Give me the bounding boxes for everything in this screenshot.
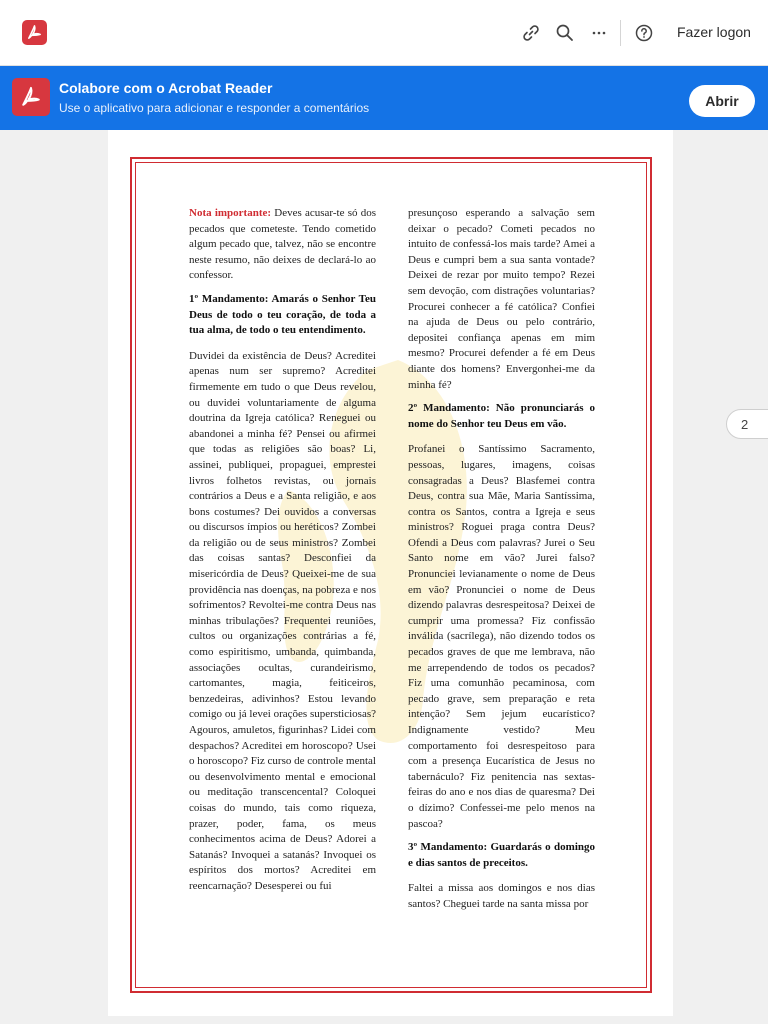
acrobat-promo-banner	[0, 66, 768, 130]
commandment-2-text: Profanei o Santíssimo Sacramento, pessoas, lugares, imagens, coisas consagradas a Deus? Blasfemei contra Deus, contra sua Mãe, Maria Santíssima, contra os Santos, contra a Igreja e seus ministros? Roguei praga contra Deus? Ofendi a Deus com palavras? Jurei o Seu Santo nome em vão? Jurei falso? Pronunciei levianamente o nome de Deus em vão? Pronunciei o nome de Deus dizendo palavras desrespeitosa? Deixei de cumprir uma promessa? Fiz confissão inválida (sacrílega), não dizendo todos os pecados graves de que me lembrava, não me arrependendo de todos os pecados? Fiz uma comunhão pecaminosa, com pecado grave, sem preparação e reta intenção? Sem jejum eucarístico? Indignamente vestido? Meu comportamento foi desrespeitoso para com a presença Eucarística de Jesus no tabernáculo? Fiz penitencia nas sextas-feiras do ano e nos dias de quaresma? Dei o dízimo? Confessei-me pelo menos na pascoa?	[408, 443, 595, 830]
note-label: Nota importante:	[189, 207, 272, 219]
commandment-3-heading: 3º Mandamento: Guardarás o domingo e dias santos de preceitos.	[408, 841, 595, 869]
banner-title: Colabore com o Acrobat Reader	[59, 80, 273, 96]
help-icon[interactable]	[633, 22, 655, 44]
commandment-1-heading: 1º Mandamento: Amarás o Senhor Teu Deus de todo o teu coração, de toda a tua alma, de todo o teu entendimento.	[189, 292, 376, 337]
acrobat-logo-icon[interactable]	[22, 20, 47, 45]
top-toolbar	[0, 0, 768, 66]
page-number-indicator[interactable]: 2	[726, 409, 768, 439]
toolbar-divider	[620, 20, 621, 46]
commandment-1-text: Duvidei da existência de Deus? Acreditei apenas num ser supremo? Acreditei firmemente em tudo o que Deus revelou, ou duvidei voluntariamente de alguma doutrina da Igreja católica? Reneguei ou abandonei a minha fé? Pensei ou afirmei que todas as religiões são boas? Li, assinei, publiquei, propaguei, emprestei livros folhetos revistas, ou jornais contrários a Deus e a Santa religião, e aos bons costumes? Dei ouvidos a conversas ou discursos ímpios ou heréticos? Zombei da religião ou de seus ministros? Zombei das coisas santas? Desconfiei da misericórdia de Deus? Queixei-me de sua providência nas doenças, na pobreza e nos sofrimentos? Revoltei-me contra Deus nas minhas tribulações? Frequentei reuniões, cultos ou organizações contrárias a fé, como espiritismo, umbanda, quimbanda, associações ocultas, curandeirismo, cartomantes, magia, feiticeiros, benzedeiras, adivinhos? Estou levando comigo ou já levei orações supersticiosas? Agouros, amuletos, figurinhas? Lidei com despachos? Acreditei em horoscopo? Usei o horoscopo? Fiz curso de controle mental ou desenvolvimento mental e emocional ou meditação transcencental? Coloquei coisas do mundo, tais como riqueza, prazer, poder, fama, os meus conhecimentos acima de Deus? Adorei a Satanás? Invoquei a satanás? Invoquei os espíritos dos mortos? Acreditei em reencarnação? Desesperei ou fui	[189, 349, 376, 892]
note-text: Deves acusar-te só dos pecados que cometeste. Tendo cometido algum pecado que, talvez, não se encontre neste resumo, não deixes de declará-lo ao confessor.	[189, 207, 376, 282]
more-options-icon[interactable]	[588, 22, 610, 44]
commandment-2-heading: 2º Mandamento: Não pronunciarás o nome do Senhor teu Deus em vão.	[408, 402, 595, 430]
search-icon[interactable]	[554, 22, 576, 44]
document-page	[108, 130, 673, 1016]
link-icon[interactable]	[520, 22, 542, 44]
commandment-3-text: Faltei a missa aos domingos e nos dias santos? Cheguei tarde na santa missa por	[408, 882, 595, 910]
text-column-right	[408, 206, 595, 921]
open-button[interactable]: Abrir	[689, 85, 755, 117]
banner-subtitle: Use o aplicativo para adicionar e responder a comentários	[59, 101, 370, 115]
commandment-1-continued: presunçoso esperando a salvação sem deixar o pecado? Cometi pecados no intuito de confessá-los mais tarde? Amei a Deus e cumpri bem a sua santa vontade? Deixei de rezar por muito tempo? Rezei sem devoção, com distrações voluntarias? Procurei conhecer a fé católica? Confiei na ajuda de Deus ou pelo contrário, depositei confiança apenas em mim mesmo? Procurei defender a fé em Deus diante dos homens? Envergonhei-me da minha fé?	[408, 207, 595, 391]
acrobat-logo-icon	[12, 78, 50, 116]
important-note	[189, 206, 376, 284]
text-column-left	[189, 206, 376, 903]
login-link[interactable]: Fazer logon	[677, 24, 751, 40]
